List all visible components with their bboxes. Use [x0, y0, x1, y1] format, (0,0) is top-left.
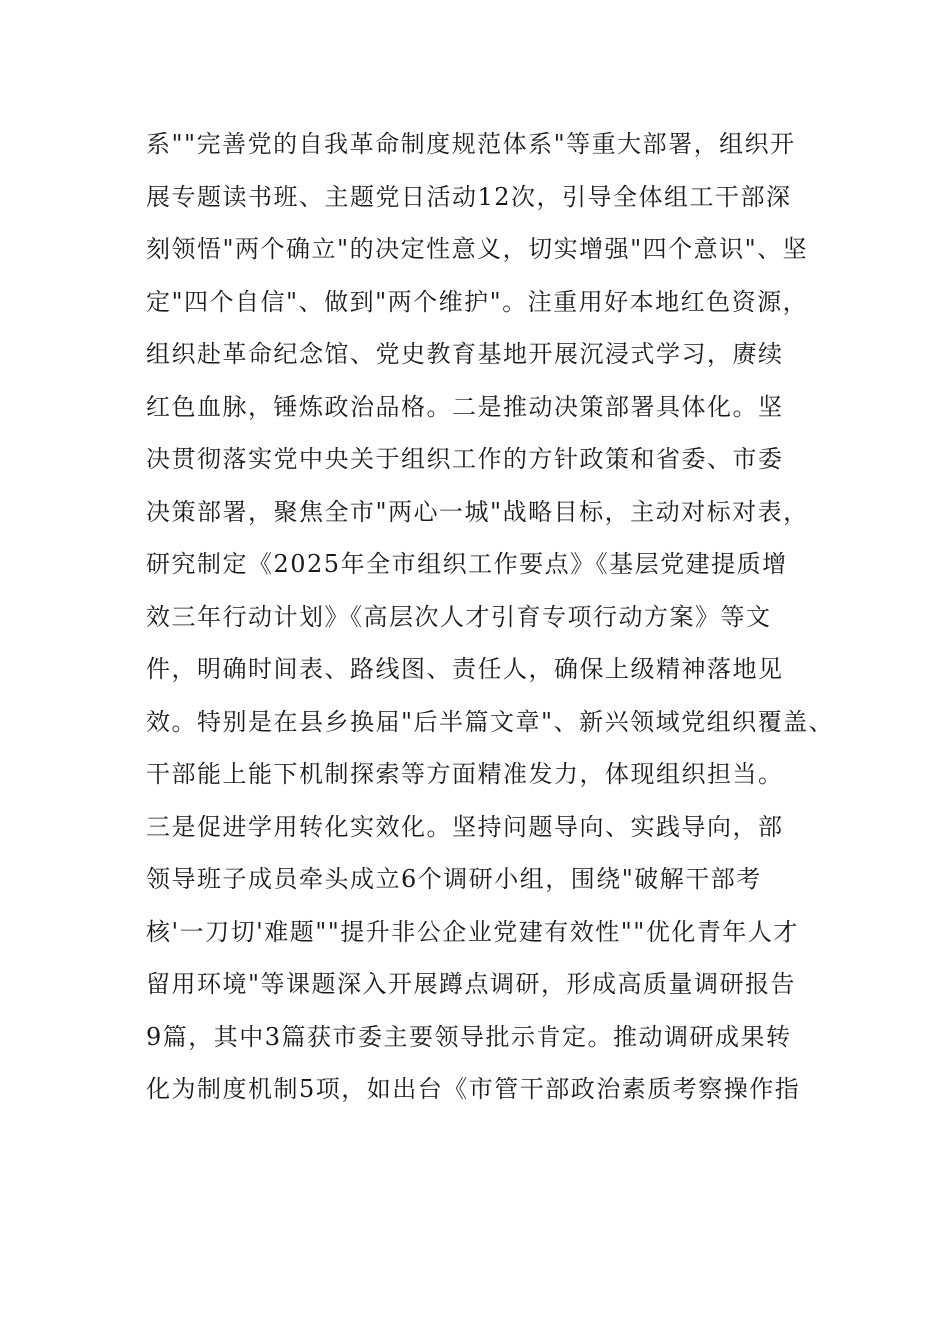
text-line-7: 决贯彻落实党中央关于组织工作的方针政策和省委、市委 — [146, 445, 784, 473]
text-line-14: 三是促进学用转化实效化。坚持问题导向、实践导向，部 — [146, 812, 784, 841]
text-line-10: 效三年行动计划》《高层次人才引育专项行动方案》等文 — [146, 602, 772, 631]
text-line-4: 定"四个自信"、做到"两个维护"。注重用好本地红色资源， — [146, 287, 809, 316]
text-line-15: 领导班子成员牵头成立6个调研小组，围绕"破解干部考 — [146, 865, 762, 893]
body-text — [146, 118, 846, 1116]
text-line-16: 核'一刀切'难题""提升非公企业党建有效性""优化青年人才 — [146, 917, 799, 946]
text-line-13: 干部能上能下机制探索等方面精准发力，体现组织担当。 — [146, 760, 784, 788]
text-line-3: 刻领悟"两个确立"的决定性意义，切实增强"四个意识"、坚 — [146, 235, 809, 263]
text-line-9: 研究制定《2025年全市组织工作要点》《基层党建提质增 — [146, 550, 788, 578]
text-line-8: 决策部署，聚焦全市"两心一城"战略目标，主动对标对表， — [146, 497, 809, 526]
text-line-17: 留用环境"等课题深入开展蹲点调研，形成高质量调研报告 — [146, 970, 797, 998]
text-line-5: 组织赴革命纪念馆、党史教育基地开展沉浸式学习，赓续 — [146, 340, 784, 368]
text-line-11: 件，明确时间表、路线图、责任人，确保上级精神落地见 — [146, 655, 784, 683]
text-line-6: 红色血脉，锤炼政治品格。二是推动决策部署具体化。坚 — [146, 392, 784, 421]
text-line-19: 化为制度机制5项，如出台《市管干部政治素质考察操作指 — [146, 1075, 801, 1103]
text-line-1: 系""完善党的自我革命制度规范体系"等重大部署，组织开 — [146, 130, 796, 158]
text-line-18: 9篇，其中3篇获市委主要领导批示肯定。推动调研成果转 — [146, 1022, 792, 1051]
text-line-2: 展专题读书班、主题党日活动12次，引导全体组工干部深 — [146, 182, 792, 211]
text-line-12: 效。特别是在县乡换届"后半篇文章"、新兴领域党组织覆盖、 — [146, 707, 835, 736]
